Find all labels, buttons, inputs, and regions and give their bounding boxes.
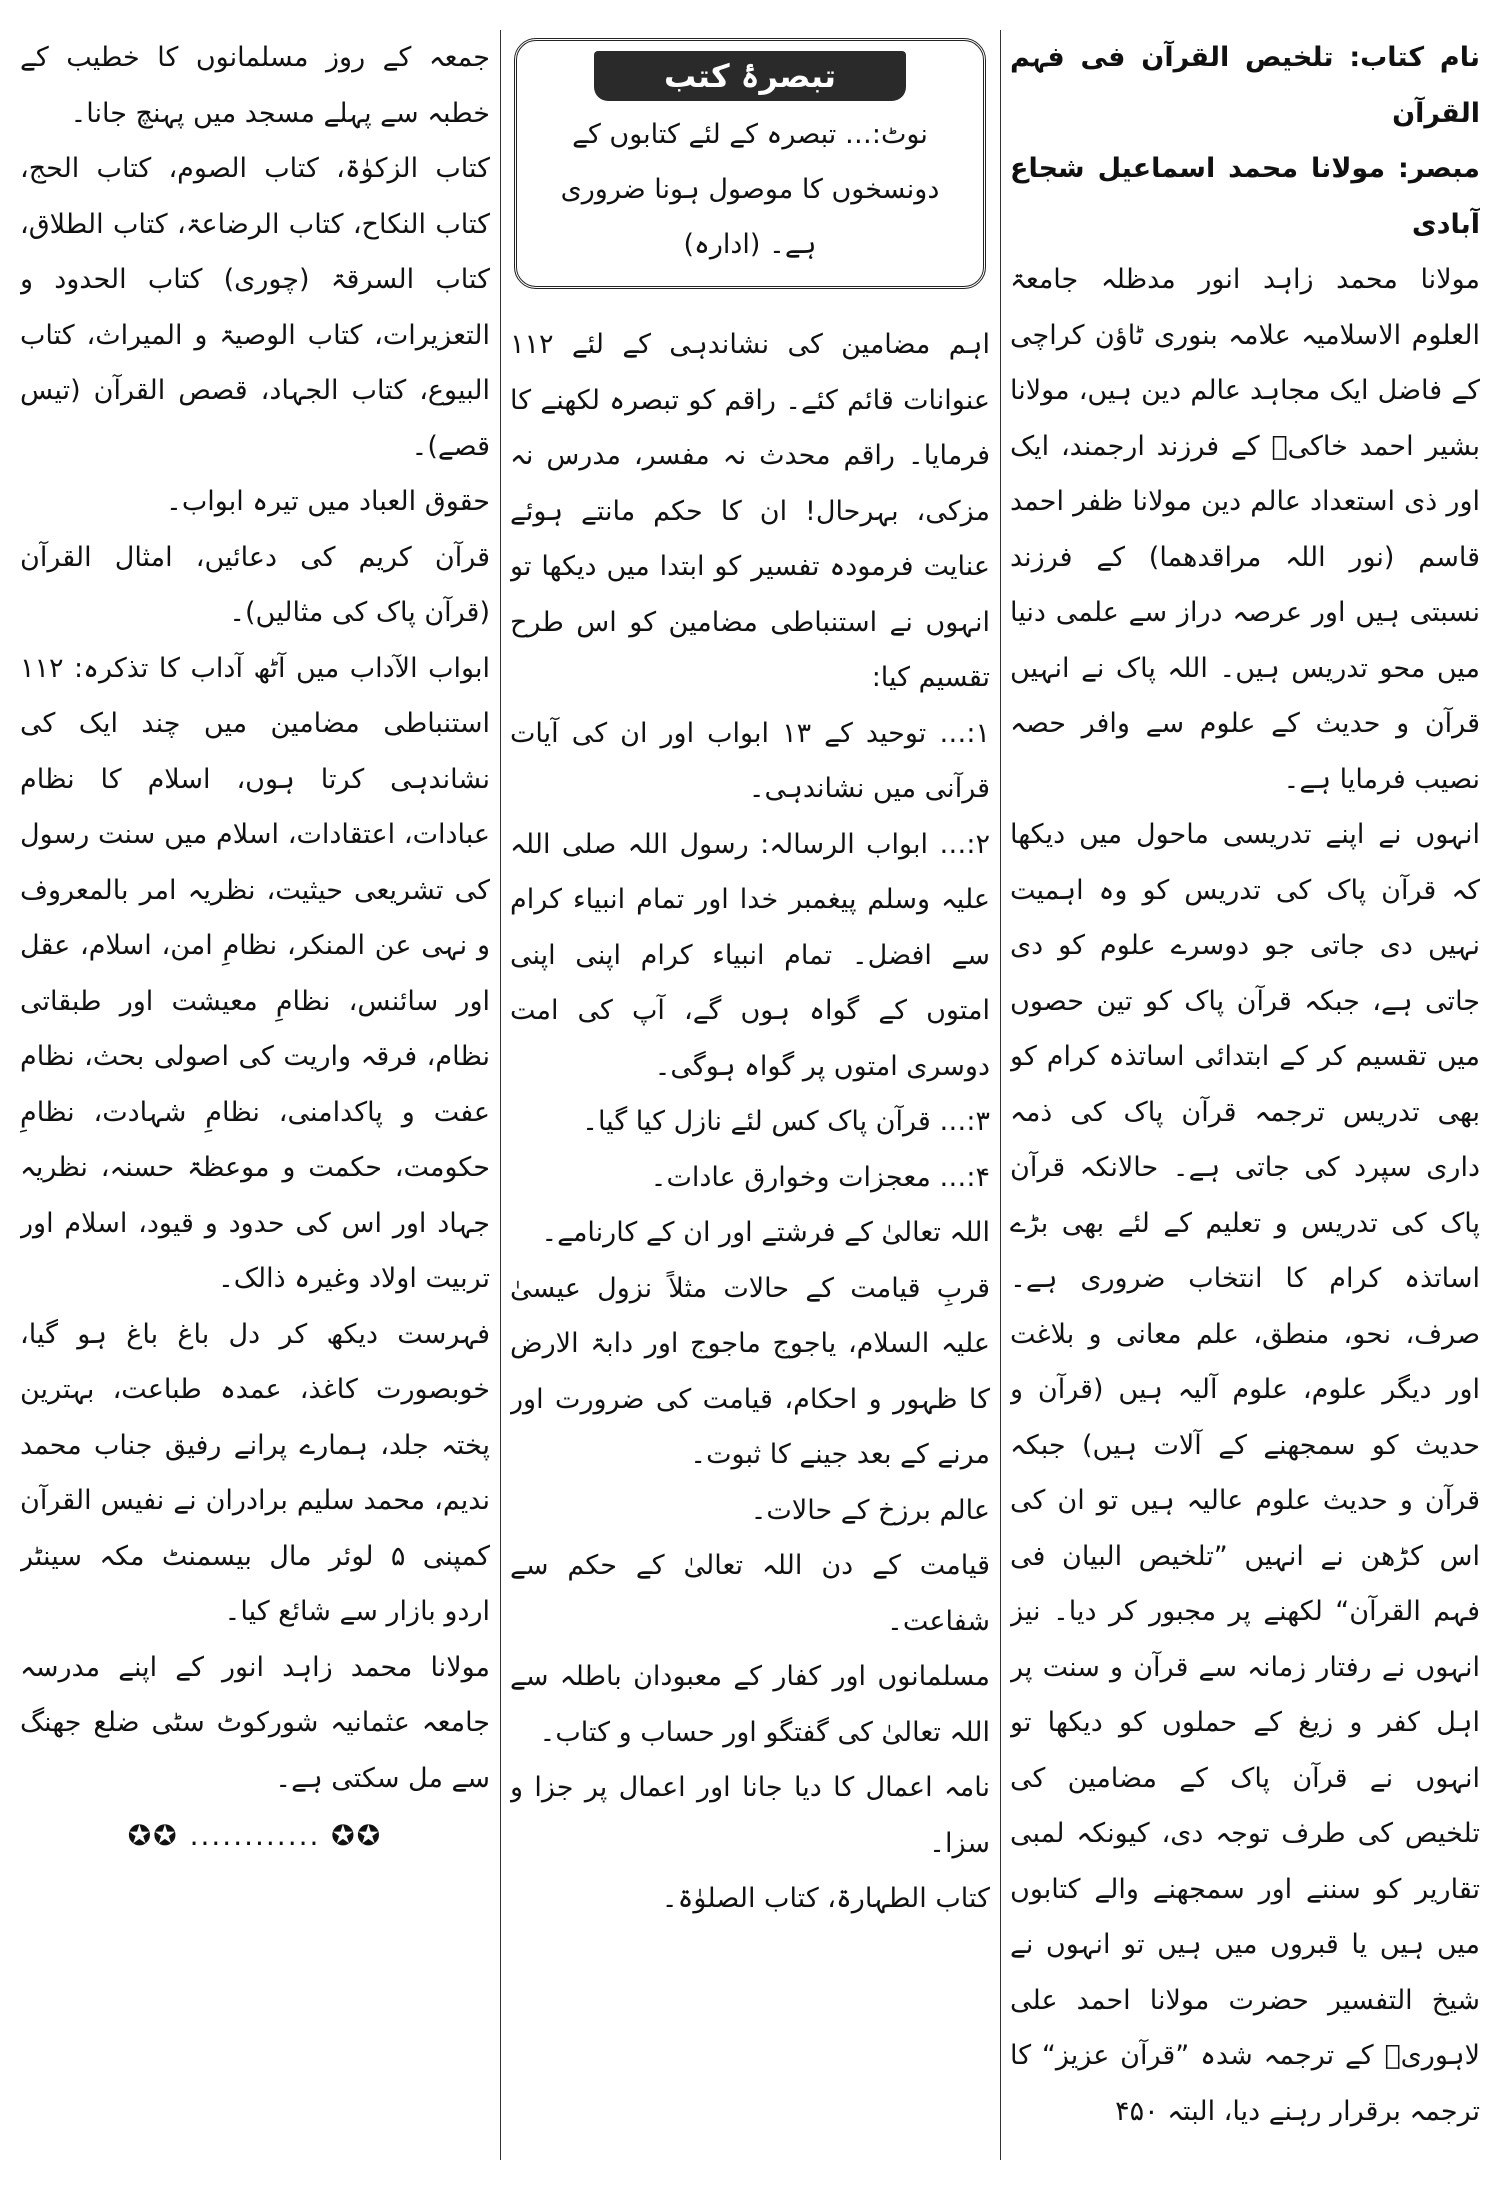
paragraph: قرآن کریم کی دعائیں، امثال القرآن (قرآن پاک کی مثالیں)۔ [20, 541, 490, 628]
paragraph: ابواب الآداب میں آٹھ آداب کا تذکرہ: ۱۱۲ استنباطی مضامین میں چند ایک کی نشاندہی کرتا ہوں، اسلام کا نظام عبادات، اعتقادات، اسلام میں سنت رسول کی تشریعی حیثیت، نظریہ امر بالمعروف و نہی عن المنکر، نظامِ امن، اسلام، عقل اور سائنس، نظامِ معیشت اور طبقاتی نظام، فرقہ واریت کی اصولی بحث، نظام عفت و پاکدامنی، نظامِ شہادت، نظامِ حکومت، حکمت و موعظۃ حسنہ، نظریہ جہاد اور اس کی حدود و قیود، اسلام اور تربیت اولاد وغیرہ ذالک۔ [20, 652, 490, 1294]
paragraph: حقوق العباد میں تیرہ ابواب۔ [166, 486, 490, 517]
list-item: مسلمانوں اور کفار کے معبودان باطلہ سے اللہ تعالیٰ کی گفتگو اور حساب و کتاب۔ [510, 1661, 990, 1748]
review-header-box [514, 38, 986, 289]
end-ornament: ✪✪ ............ ✪✪ [127, 1819, 383, 1852]
list-item: ۴:… معجزات وخوارق عادات۔ [650, 1161, 990, 1193]
paragraph: کتاب الزکوٰۃ، کتاب الصوم، کتاب الحج، کتاب النکاح، کتاب الرضاعۃ، کتاب الطلاق، کتاب السرقۃ (چوری) کتاب الحدود و التعزیرات، کتاب الوصیۃ و المیراث، کتاب البیوع، کتاب الجہاد، قصص القرآن (تیس قصے)۔ [20, 153, 490, 462]
book-title: نام کتاب: تلخیص القرآن فی فہم القرآن [1010, 42, 1480, 129]
paragraph: مولانا محمد زاہد انور مدظلہ جامعۃ العلوم الاسلامیہ علامہ بنوری ٹاؤن کراچی کے فاضل ایک مجاہد عالم دین ہیں، مولانا بشیر احمد خاکیؒ کے فرزند ارجمند، ایک اور ذی استعداد عالم دین مولانا ظفر احمد قاسم (نور اللہ مراقدھما) کے فرزند نسبتی ہیں اور عرصہ دراز سے علمی دنیا میں محو تدریس ہیں۔ اللہ پاک نے انہیں قرآن و حدیث کے علوم سے وافر حصہ نصیب فرمایا ہے۔ [1010, 264, 1480, 795]
list-item: ۳:… قرآن پاک کس لئے نازل کیا گیا۔ [582, 1106, 990, 1137]
paragraph: فہرست دیکھ کر دل باغ باغ ہو گیا، خوبصورت کاغذ، عمدہ طباعت، بہترین پختہ جلد، ہمارے پرانے رفیق جناب محمد ندیم، محمد سلیم برادران نے نفیس القرآن کمپنی ۵ لوئر مال بیسمنٹ مکہ سینٹر اردو بازار سے شائع کیا۔ [20, 1318, 490, 1627]
section-heading: تبصرۂ کتب [594, 51, 906, 101]
paragraph: مولانا محمد زاہد انور کے اپنے مدرسہ جامعہ عثمانیہ شورکوٹ سٹی ضلع جھنگ سے مل سکتی ہے۔ [20, 1651, 490, 1794]
paragraph: جمعہ کے روز مسلمانوں کا خطیب کے خطبہ سے پہلے مسجد میں پہنچ جانا۔ [20, 42, 490, 129]
reviewer-name: مبصر: مولانا محمد اسماعیل شجاع آبادی [1010, 153, 1480, 240]
list-item: عالم برزخ کے حالات۔ [750, 1494, 990, 1526]
list-item: ۱:… توحید کے ۱۳ ابواب اور ان کی آیات قرآنی میں نشاندہی۔ [510, 717, 990, 804]
paragraph: انہوں نے اپنے تدریسی ماحول میں دیکھا کہ قرآن پاک کی تدریس کو وہ اہمیت نہیں دی جاتی جو دوسرے علوم کو دی جاتی ہے، جبکہ قرآن پاک کو تین حصوں میں تقسیم کر کے ابتدائی اساتذہ کرام کو بھی تدریس ترجمہ قرآن پاک کی ذمہ داری سپرد کی جاتی ہے۔ حالانکہ قرآن پاک کی تدریس و تعلیم کے لئے بھی بڑے اساتذہ کرام کا انتخاب ضروری ہے۔ صرف، نحو، منطق، علم معانی و بلاغت اور دیگر علوم، علوم آلیہ ہیں (قرآن و حدیث کو سمجھنے کے آلات ہیں) جبکہ قرآن و حدیث علوم عالیہ ہیں تو ان کی اس کڑھن نے انہیں ”تلخیص البیان فی فہم القرآن“ لکھنے پر مجبور کر دیا۔ نیز انہوں نے رفتار زمانہ سے قرآن و سنت پر اہل کفر و زیغ کے حملوں کو دیکھا تو انہوں نے قرآن پاک کے مضامین کی تلخیص کی طرف توجہ دی، کیونکہ لمبی تقاریر کو سننے اور سمجھنے والے کتابوں میں ہیں یا قبروں میں ہیں تو انہوں نے شیخ التفسیر حضرت مولانا احمد علی لاہوریؒ کے ترجمہ شدہ ”قرآن عزیز“ کا ترجمہ برقرار رہنے دیا، البتہ ۴۵۰ [1010, 819, 1480, 2127]
column-divider [500, 30, 501, 2160]
list-item: قیامت کے دن اللہ تعالیٰ کے حکم سے شفاعت۔ [510, 1550, 990, 1637]
column-middle [510, 30, 990, 2160]
list-item: اللہ تعالیٰ کے فرشتے اور ان کے کارنامے۔ [541, 1217, 990, 1248]
column-left [20, 30, 490, 2160]
submission-note: نوٹ:… تبصرہ کے لئے کتابوں کے دونسخوں کا موصول ہونا ضروری ہے۔ (ادارہ) [560, 119, 940, 260]
column-divider [1000, 30, 1001, 2160]
column-right [1010, 30, 1480, 2160]
list-item: ۲:… ابواب الرسالہ: رسول اللہ صلی اللہ علیہ وسلم پیغمبر خدا اور تمام انبیاء کرام سے افضل۔ تمام انبیاء کرام اپنی اپنی امتوں کے گواہ ہوں گے، آپ کی امت دوسری امتوں پر گواہ ہوگی۔ [510, 828, 990, 1082]
list-item: کتاب الطہارۃ، کتاب الصلوٰۃ۔ [661, 1883, 990, 1914]
list-item: قربِ قیامت کے حالات مثلاً نزول عیسیٰ علیہ السلام، یاجوج ماجوج اور دابۃ الارض کا ظہور و احکام، قیامت کی ضرورت اور مرنے کے بعد جینے کا ثبوت۔ [510, 1272, 990, 1470]
paragraph: اہم مضامین کی نشاندہی کے لئے ۱۱۲ عنوانات قائم کئے۔ راقم کو تبصرہ لکھنے کا فرمایا۔ راقم محدث نہ مفسر، مدرس نہ مزکی، بہرحال! ان کا حکم مانتے ہوئے عنایت فرمودہ تفسیر کو ابتدا میں دیکھا تو انہوں نے استنباطی مضامین کو اس طرح تقسیم کیا: [510, 329, 990, 693]
list-item: نامہ اعمال کا دیا جانا اور اعمال پر جزا و سزا۔ [510, 1772, 990, 1859]
